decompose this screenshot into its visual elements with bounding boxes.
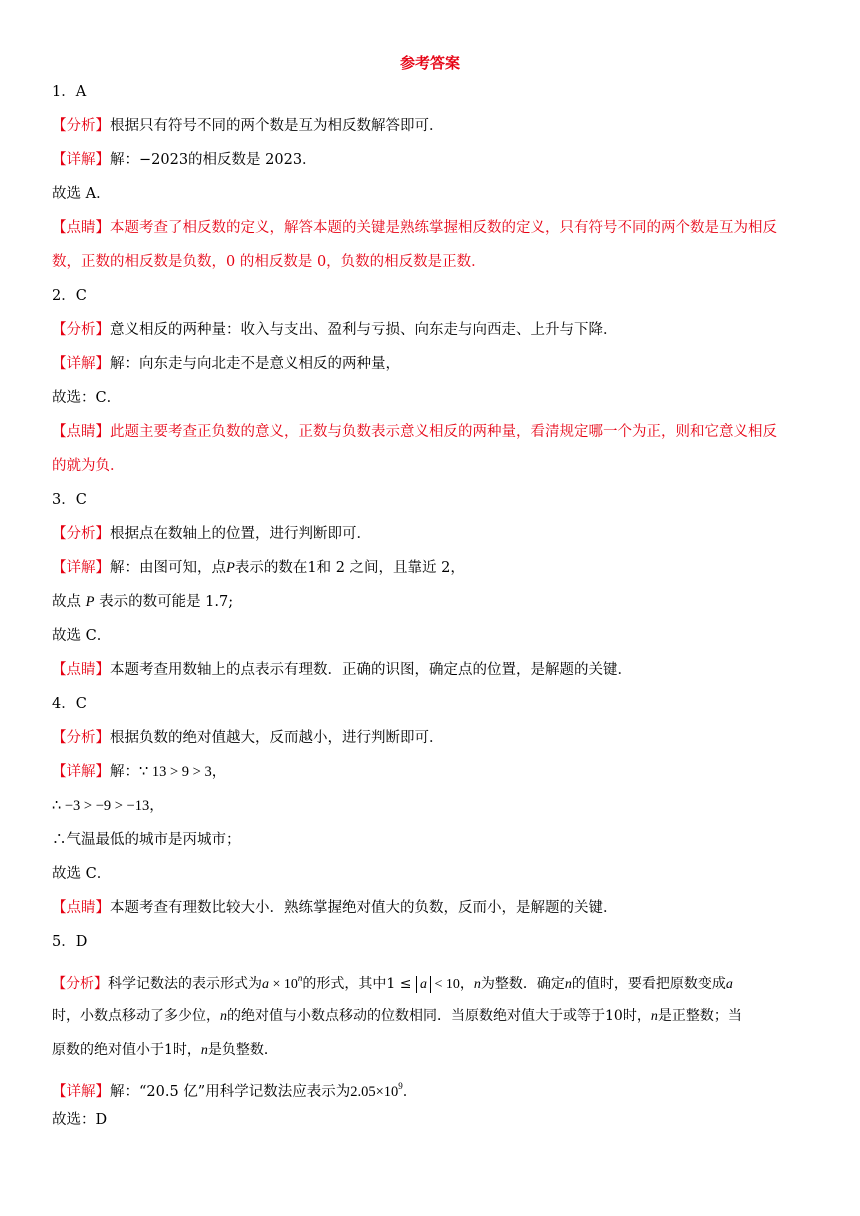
comment-text: 本题考查用数轴上的点表示有理数．正确的识图，确定点的位置，是解题的关键． bbox=[110, 662, 632, 678]
comment-text: 本题考查有理数比较大小．熟练掌握绝对值大的负数，反而小，是解题的关键． bbox=[110, 900, 618, 916]
analysis-tag: 【分析】 bbox=[52, 526, 110, 542]
analysis-text: 的形式，其中1 ≤ bbox=[302, 976, 416, 992]
q3-choice: 故选 C． bbox=[52, 628, 112, 644]
q3-comment bbox=[52, 660, 812, 680]
analysis-tag: 【分析】 bbox=[52, 118, 110, 134]
q1-comment-cont: 数，正数的相反数是负数，0 的相反数是 0，负数的相反数是正数． bbox=[52, 254, 486, 270]
q4-detail-line3: ∴气温最低的城市是丙城市； bbox=[52, 832, 241, 848]
analysis-text: 时，小数点移动了多少位， bbox=[52, 1008, 220, 1024]
analysis-text: 的绝对值与小数点移动的位数相同．当原数绝对值大于或等于10时， bbox=[227, 1008, 651, 1024]
point-p-symbol: P bbox=[85, 594, 95, 610]
comment-tag: 【点睛】 bbox=[52, 900, 110, 916]
sci-exponent: 9 bbox=[398, 1081, 403, 1091]
var-a: a bbox=[262, 977, 269, 992]
q3-detail-line2 bbox=[52, 592, 812, 612]
analysis-text: 根据点在数轴上的位置，进行判断即可． bbox=[110, 526, 371, 542]
q5-analysis-line3 bbox=[52, 1040, 812, 1061]
comment-tag: 【点睛】 bbox=[52, 662, 110, 678]
detail-text-cont: 表示的数在1和 2 之间，且靠近 2， bbox=[234, 560, 465, 576]
var-a: a bbox=[725, 977, 733, 992]
detail-text: 解： bbox=[110, 764, 139, 780]
detail-text: 解：−2023的相反数是 2023． bbox=[110, 152, 317, 168]
analysis-text: 为整数．确定 bbox=[480, 976, 565, 992]
q5-analysis bbox=[52, 968, 812, 995]
analysis-text: 原数的绝对值小于1时， bbox=[52, 1042, 201, 1058]
q2-comment bbox=[52, 422, 812, 442]
q2-number: 2．C bbox=[52, 288, 87, 304]
var-n: n bbox=[200, 1043, 208, 1058]
q1-number: 1．A bbox=[52, 84, 87, 100]
q3-number: 3．C bbox=[52, 492, 87, 508]
q1-comment bbox=[52, 218, 812, 238]
q2-analysis bbox=[52, 320, 812, 340]
inequality: ∵ 13 > 9 > 3， bbox=[139, 764, 227, 780]
var-n: n bbox=[650, 1009, 658, 1024]
point-p-symbol: P bbox=[226, 560, 235, 576]
q4-comment bbox=[52, 898, 812, 918]
q2-detail bbox=[52, 354, 812, 374]
q5-choice: 故选：D bbox=[52, 1112, 108, 1128]
exp-n: n bbox=[297, 973, 303, 983]
analysis-tag: 【分析】 bbox=[52, 976, 108, 992]
sci-notation: 2.05×10 bbox=[350, 1084, 399, 1100]
q1-analysis bbox=[52, 116, 812, 136]
detail-text-cont: 表示的数可能是 1.7; bbox=[94, 594, 234, 610]
var-n: n bbox=[220, 1009, 227, 1024]
detail-end: ． bbox=[402, 1084, 418, 1100]
q3-analysis bbox=[52, 524, 812, 544]
detail-text: 解：由图可知，点 bbox=[110, 560, 226, 576]
q5-number: 5．D bbox=[52, 934, 88, 950]
q3-detail bbox=[52, 558, 812, 578]
detail-tag: 【详解】 bbox=[52, 560, 110, 576]
q1-choice: 故选 A． bbox=[52, 186, 111, 202]
times-ten: × 10 bbox=[269, 977, 298, 992]
comment-text: 此题主要考查正负数的意义，正数与负数表示意义相反的两种量，看清规定哪一个为正，则和它意义相反 bbox=[110, 424, 777, 440]
q5-analysis-line2 bbox=[52, 1006, 812, 1027]
detail-tag: 【详解】 bbox=[52, 764, 110, 780]
analysis-text: 根据负数的绝对值越大，反而越小，进行判断即可． bbox=[110, 730, 444, 746]
q4-analysis bbox=[52, 728, 812, 748]
analysis-text: 的值时，要看把原数变成 bbox=[571, 976, 726, 992]
q2-comment-cont: 的就为负． bbox=[52, 458, 125, 474]
analysis-text: 是正整数；当 bbox=[657, 1008, 742, 1024]
detail-tag: 【详解】 bbox=[52, 1084, 110, 1100]
var-n: n bbox=[473, 977, 481, 992]
page-title: 参考答案 bbox=[399, 54, 460, 72]
analysis-tag: 【分析】 bbox=[52, 730, 110, 746]
q4-detail bbox=[52, 762, 812, 782]
detail-tag: 【详解】 bbox=[52, 356, 110, 372]
detail-tag: 【详解】 bbox=[52, 152, 110, 168]
detail-text: 解：向东走与向北走不是意义相反的两种量， bbox=[110, 356, 400, 372]
q4-detail-line2: ∴ −3 > −9 > −13， bbox=[52, 798, 164, 814]
comment-text: 本题考查了相反数的定义，解答本题的关键是熟练掌握相反数的定义，只有符号不同的两个数是互为相反 bbox=[110, 220, 777, 236]
var-n: n bbox=[564, 977, 572, 992]
comment-tag: 【点睛】 bbox=[52, 424, 110, 440]
abs-a: a bbox=[416, 976, 431, 993]
analysis-text: < 10， bbox=[430, 977, 474, 992]
q4-number: 4．C bbox=[52, 696, 87, 712]
q2-choice: 故选：C． bbox=[52, 390, 122, 406]
q1-detail bbox=[52, 150, 812, 170]
q5-detail bbox=[52, 1076, 812, 1102]
analysis-text: 根据只有符号不同的两个数是互为相反数解答即可． bbox=[110, 118, 444, 134]
detail-text: 故点 bbox=[52, 594, 86, 610]
detail-text: 解：“20.5 亿”用科学记数法应表示为 bbox=[110, 1084, 351, 1100]
q4-choice: 故选 C． bbox=[52, 866, 112, 882]
analysis-text: 科学记数法的表示形式为 bbox=[108, 976, 262, 992]
analysis-text: 是负整数． bbox=[207, 1042, 278, 1058]
comment-tag: 【点睛】 bbox=[52, 220, 110, 236]
analysis-text: 意义相反的两种量：收入与支出、盈利与亏损、向东走与向西走、上升与下降． bbox=[110, 322, 618, 338]
analysis-tag: 【分析】 bbox=[52, 322, 110, 338]
